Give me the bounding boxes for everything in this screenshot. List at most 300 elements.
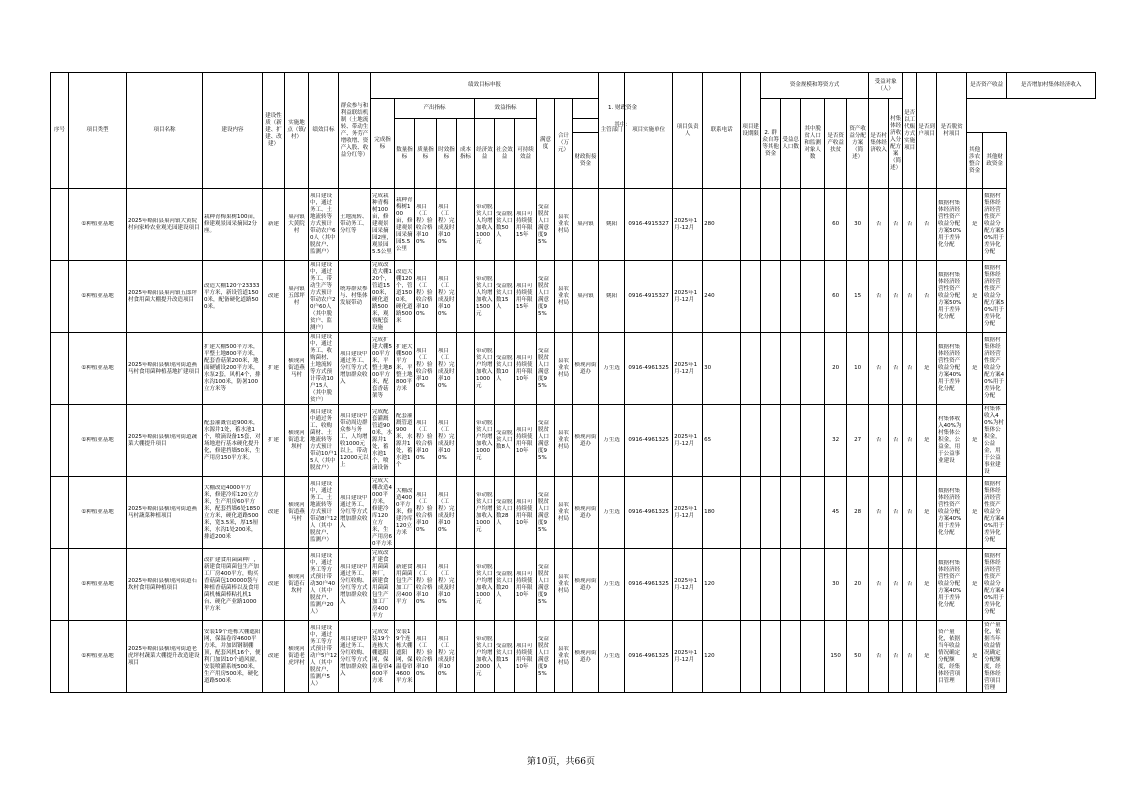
cell-asset-income-text: 是 — [923, 581, 930, 587]
cell-quality-text: 项目（工程）验收合格率100% — [416, 419, 433, 461]
cell-other-fiscal — [781, 549, 801, 621]
cell-beneficiaries-text: 20 — [832, 365, 840, 371]
cell-asset-income-text: 是 — [923, 365, 930, 371]
cell-workfare-text: 否 — [875, 293, 882, 299]
cell-social-text: 受益脱贫人口数10人 — [496, 354, 513, 382]
cell-nature-text: 改建 — [267, 293, 279, 299]
header-location: 实施地点（镇/村） — [285, 73, 309, 189]
cell-social-text: 受益脱贫人口数15人 — [496, 282, 513, 310]
cell-phone — [625, 549, 673, 621]
cell-project-name — [127, 621, 203, 693]
cell-completion — [371, 621, 395, 693]
cell-cost — [457, 549, 475, 621]
cell-mechanism-text: 统筹群众参与、村集体发展带动 — [340, 286, 368, 306]
cell-asset-income — [917, 477, 937, 549]
cell-seq — [51, 189, 69, 261]
table-header — [51, 73, 1096, 189]
cell-econ-text: 带动脱贫人口户均增加收入1000元 — [476, 563, 493, 605]
cell-total — [703, 189, 741, 261]
cell-person-text: 万生选 — [603, 365, 620, 371]
cell-direct — [741, 261, 761, 333]
cell-person-text: 姚阳 — [606, 221, 618, 227]
cell-other-coord — [761, 549, 781, 621]
cell-total — [703, 261, 741, 333]
cell-dept-text: 县农业农村局 — [557, 358, 569, 378]
cell-project-type-text: ①种植业基地 — [81, 365, 114, 371]
cell-social — [495, 621, 515, 693]
cell-social — [495, 549, 515, 621]
header-beneficiary-group: 受益对象（人） — [869, 73, 903, 99]
header-coll-plan: 村集体经济收入分配方案（简述） — [889, 99, 903, 189]
cell-quantity — [395, 621, 415, 693]
cell-phone — [625, 261, 673, 333]
cell-dept — [555, 405, 573, 477]
cell-assets-proj — [889, 261, 903, 333]
cell-project-type-text: ①种植业基地 — [81, 221, 114, 227]
cell-asset-plan — [937, 333, 967, 405]
header-direct: 财政衔接资金 — [573, 133, 599, 189]
cell-village-text: 否 — [906, 365, 913, 371]
cell-person-text: 万生选 — [603, 581, 620, 587]
cell-self-raised — [801, 261, 825, 333]
cell-project-name — [127, 261, 203, 333]
header-funds-group: 资金规模和筹资方式 — [761, 73, 869, 99]
cell-village — [903, 477, 917, 549]
cell-period — [673, 333, 703, 405]
cell-quality-text: 项目（工程）验收合格率100% — [416, 347, 433, 389]
cell-econ — [475, 621, 495, 693]
cell-target — [309, 333, 339, 405]
cell-person — [599, 621, 625, 693]
cell-direct — [741, 189, 761, 261]
table-row — [51, 189, 1096, 261]
cell-econ-text: 带动脱贫人口户均增加收入1000元 — [476, 419, 493, 461]
cell-total — [703, 333, 741, 405]
cell-workfare — [869, 405, 889, 477]
cell-phone-text: 0916-4961325 — [628, 365, 669, 371]
cell-workfare — [869, 621, 889, 693]
cell-period — [673, 189, 703, 261]
header-sustain: 可持续效益 — [515, 119, 537, 189]
header-unit: 项目实施单位 — [625, 73, 673, 189]
cell-target — [309, 189, 339, 261]
cell-asset-income — [917, 261, 937, 333]
cell-assets-proj-text: 否 — [892, 653, 899, 659]
cell-quality — [415, 261, 437, 333]
cell-sustain-text: 项目可持续使用年限10年 — [516, 570, 533, 598]
cell-location-text: 巢河镇五郎坪村 — [288, 286, 305, 306]
header-asset-income: 是否资产收益扶贫 — [825, 99, 847, 189]
cell-village-text: 否 — [906, 581, 913, 587]
header-completion: 完成指标 — [371, 99, 395, 189]
cell-mechanism-text: 项目建设中通过务工、分红等方式增加群众收入 — [340, 351, 368, 385]
cell-target-text: 项目建设中，通过务工等方式预计带动30户40人（其中脱贫户、监测户20人） — [310, 553, 335, 615]
cell-timeliness-text: 项目（工程）完成及时率100% — [438, 347, 455, 389]
cell-person — [599, 549, 625, 621]
cell-mechanism-text: 项目建设中带动周边群众参与务工，人均增收1000元以上，带动12000元以上 — [340, 412, 369, 468]
cell-econ — [475, 261, 495, 333]
cell-satisfaction-text: 受益脱贫人口满意度95% — [538, 491, 550, 533]
cell-other-coord — [761, 261, 781, 333]
cell-content — [203, 261, 263, 333]
cell-timeliness-text: 项目（工程）完成及时率100% — [438, 491, 455, 533]
cell-sustain-text: 项目可持续使用年限10年 — [516, 426, 533, 454]
cell-workfare-text: 否 — [875, 221, 882, 227]
cell-assets-proj — [889, 621, 903, 693]
cell-poor-text: 30 — [854, 221, 862, 227]
project-table-sheet — [50, 72, 1096, 705]
cell-coll-yes-text: 是 — [971, 221, 978, 227]
cell-workfare-text: 否 — [875, 509, 882, 515]
cell-poor-text: 20 — [854, 581, 862, 587]
cell-quantity-text: 安装19个连栋大棚遮阳网，保温卷帘4600平方米 — [396, 628, 413, 684]
header-output-group: 产出指标 — [395, 99, 475, 119]
cell-satisfaction — [537, 261, 555, 333]
cell-coll-plan — [983, 333, 1007, 405]
cell-timeliness — [437, 621, 457, 693]
cell-cost — [457, 621, 475, 693]
cell-project-name-text: 2025年略阳县巢河镇五郎坪村食用菌大棚提升改造项目 — [128, 289, 197, 303]
cell-coll-yes-text: 是 — [971, 437, 978, 443]
header-project-name: 项目名称 — [127, 73, 203, 189]
cell-phone-text: 0916-4961325 — [628, 437, 669, 443]
cell-unit-text: 巢河镇 — [577, 293, 594, 299]
cell-asset-plan-text: 资产量化，依据当年收益情况确定分配额度，经集体经营项目管理 — [938, 628, 961, 684]
cell-unit — [573, 261, 599, 333]
cell-unit — [573, 333, 599, 405]
cell-asset-plan — [937, 405, 967, 477]
cell-asset-plan-text: 数据村集体经济经营性资产收益分配方案40%用于差异化分配 — [938, 560, 962, 608]
cell-phone-text: 0916-4961325 — [628, 509, 669, 515]
cell-village-text: 否 — [906, 509, 913, 515]
cell-period-text: 2025年1月-12月 — [674, 649, 698, 663]
cell-dept-text: 县农业农村局 — [557, 574, 569, 594]
cell-satisfaction — [537, 549, 555, 621]
cell-poor — [847, 261, 869, 333]
cell-completion — [371, 405, 395, 477]
cell-person — [599, 333, 625, 405]
cell-other-coord — [761, 477, 781, 549]
cell-nature — [263, 261, 285, 333]
cell-unit-text: 横现河街道办 — [574, 361, 597, 375]
cell-quality — [415, 189, 437, 261]
cell-nature-text: 改建 — [267, 581, 279, 587]
table-row — [51, 261, 1096, 333]
cell-asset-income — [917, 333, 937, 405]
cell-phone-text: 0916-4915327 — [628, 221, 669, 227]
cell-sustain-text: 项目可持续使用年限15年 — [516, 282, 533, 310]
cell-village — [903, 621, 917, 693]
cell-social-text: 受益脱贫人口数50人 — [496, 210, 513, 238]
cell-mechanism — [339, 405, 371, 477]
cell-project-type — [69, 261, 127, 333]
cell-econ-text: 带动脱贫人口人均增加收入1000元 — [476, 203, 493, 245]
cell-period — [673, 621, 703, 693]
cell-location — [285, 405, 309, 477]
cell-assets-proj-text: 否 — [892, 509, 899, 515]
cell-asset-plan — [937, 477, 967, 549]
cell-cost — [457, 189, 475, 261]
cell-assets-proj-text: 否 — [892, 293, 899, 299]
cell-completion-text: 完成改造大棚120个，管道1500米，硬化道路500米，观察配套设施 — [372, 261, 392, 331]
cell-period-text: 2025年1月-12月 — [674, 577, 698, 591]
cell-asset-income — [917, 405, 937, 477]
cell-completion-text: 完成改扩建食用菌菌种厂，新建食用菌菌包生产加工厂房400平方 — [372, 549, 389, 619]
cell-cost — [457, 477, 475, 549]
cell-asset-plan-text: 数据村集体经济经营性资产收益分配方案40%用于差异化分配 — [938, 488, 962, 536]
cell-content-text: 配套灌溉管道900米，水源井1处，蓄水池1个，喷滴设备15套，对场地进行基本硬化提升化，修建挡墙50米，生产用房150平方米。 — [204, 419, 261, 461]
cell-workfare — [869, 189, 889, 261]
cell-timeliness — [437, 333, 457, 405]
cell-sustain — [515, 621, 537, 693]
cell-assets-proj-text: 否 — [892, 581, 899, 587]
cell-workfare — [869, 333, 889, 405]
cell-satisfaction — [537, 405, 555, 477]
cell-target — [309, 477, 339, 549]
cell-workfare-text: 否 — [875, 437, 882, 443]
cell-person — [599, 405, 625, 477]
cell-econ-text: 带动脱贫人口人均增加收入1500元 — [476, 275, 493, 317]
cell-sustain-text: 项目可持续使用年限10年 — [516, 354, 533, 382]
cell-other-fiscal — [781, 405, 801, 477]
cell-period — [673, 405, 703, 477]
cell-dept-text: 县农业农村局 — [557, 214, 569, 234]
cell-project-name-text: 2025年略阳县巢河镇大黄院村向家岭农业观光园建设项目 — [128, 217, 200, 231]
cell-quantity — [395, 333, 415, 405]
cell-completion-text: 完成栽种青梅树100亩，修建观景园采摘园2座，观景园5.5公里 — [372, 193, 392, 255]
cell-seq — [51, 549, 69, 621]
cell-quality — [415, 621, 437, 693]
header-nature: 建设性质（新建、扩建、改建） — [263, 73, 285, 189]
cell-sustain-text: 项目可持续使用年限15年 — [516, 210, 533, 238]
cell-cost — [457, 261, 475, 333]
cell-social — [495, 189, 515, 261]
cell-sustain — [515, 261, 537, 333]
cell-workfare — [869, 549, 889, 621]
cell-dept — [555, 333, 573, 405]
cell-satisfaction — [537, 621, 555, 693]
cell-target-text: 项目建设中，通过务工等方式预计带动户5户12人（其中脱贫户、监测户5人） — [310, 625, 337, 687]
cell-mechanism-text: 土地流转、带动务工、分红等 — [340, 214, 368, 234]
cell-phone — [625, 333, 673, 405]
cell-project-type — [69, 333, 127, 405]
table-row — [51, 333, 1096, 405]
cell-assets-proj — [889, 477, 903, 549]
cell-coll-plan — [983, 621, 1007, 693]
cell-workfare-text: 否 — [875, 653, 882, 659]
cell-nature-text: 扩建 — [267, 437, 279, 443]
cell-poor — [847, 333, 869, 405]
cell-period-text: 2025年1月-12月 — [674, 217, 698, 231]
cell-completion-text: 完成大棚改造4000平方米，修建冷库120立方米，生产用房60平方米 — [372, 477, 392, 547]
cell-period-text: 2025年1月-12月 — [674, 505, 698, 519]
cell-phone — [625, 405, 673, 477]
cell-beneficiaries — [825, 621, 847, 693]
page-footer: 第10页，共66页 — [527, 757, 595, 767]
cell-satisfaction — [537, 333, 555, 405]
cell-econ-text: 带动脱贫人口户均增加收入1000元 — [476, 347, 493, 389]
cell-quality-text: 项目（工程）验收合格率100% — [416, 635, 433, 677]
cell-content — [203, 477, 263, 549]
cell-poor-text: 28 — [854, 509, 862, 515]
cell-coll-plan-text: 数据村集体经济经营性资产收益分配方案40%用于差异化分配 — [984, 553, 1005, 615]
table-row — [51, 549, 1096, 621]
cell-quality — [415, 405, 437, 477]
header-asset-plan: 资产收益分配方案（简述） — [847, 99, 869, 189]
table-row — [51, 477, 1096, 549]
cell-location — [285, 189, 309, 261]
header-satisfaction: 满意度 — [537, 99, 555, 189]
cell-coll-plan-text: 数据村集体经济经营性资产收益分配方案50%用于差异化分配 — [984, 193, 1005, 255]
cell-unit — [573, 621, 599, 693]
cell-beneficiaries — [825, 333, 847, 405]
cell-person — [599, 189, 625, 261]
cell-beneficiaries — [825, 261, 847, 333]
cell-mechanism — [339, 621, 371, 693]
cell-completion-text: 完成安装19个连栋大棚遮阳网，保温卷帘4600平方米 — [372, 628, 392, 684]
cell-social-text: 受益脱贫人口数20人 — [496, 570, 513, 598]
cell-person-text: 万生选 — [603, 509, 620, 515]
cell-village — [903, 189, 917, 261]
cell-sustain-text: 项目可持续使用年限10年 — [516, 498, 533, 526]
cell-poor — [847, 189, 869, 261]
cell-timeliness — [437, 261, 457, 333]
cell-project-type — [69, 477, 127, 549]
cell-location — [285, 261, 309, 333]
cell-other-coord — [761, 405, 781, 477]
cell-assets-proj — [889, 549, 903, 621]
cell-beneficiaries — [825, 549, 847, 621]
cell-nature — [263, 621, 285, 693]
cell-target-text: 项目建设中通过务工、收购菌材、土地流转等方式预计带动10户15人（其中脱贫户） — [310, 409, 337, 471]
cell-target-text: 项目建设中，通过务工、带动生产等方式预计带动农户20户60人（其中脱贫户、监测户） — [310, 261, 336, 331]
cell-satisfaction-text: 受益脱贫人口满意度95% — [538, 275, 550, 317]
cell-project-name-text: 2025年略阳县横现河街道老虎坪村蔬菜大棚提升改造建设项目 — [128, 646, 200, 666]
cell-econ-text: 带动脱贫人口户均增加收入1000元 — [476, 491, 493, 533]
header-period: 项目建设期限 — [741, 73, 761, 189]
cell-direct — [741, 405, 761, 477]
header-fiscal-group: 1. 财政资金 — [573, 99, 673, 119]
cell-project-name — [127, 333, 203, 405]
header-timeliness: 时效指标 — [437, 119, 457, 189]
cell-period-text: 2025年1月-12月 — [674, 289, 698, 303]
cell-asset-plan-text: 数据村集体经济经营性资产收益分配方案50%用于差异化分配 — [938, 200, 962, 248]
cell-project-name-text: 2025年略阳县横现河街道蔬菜大棚提升项目 — [128, 433, 197, 447]
cell-timeliness — [437, 405, 457, 477]
header-social: 社会效益 — [495, 119, 515, 189]
cell-seq — [51, 621, 69, 693]
cell-beneficiaries — [825, 189, 847, 261]
cell-coll-yes — [967, 549, 983, 621]
cell-other-fiscal — [781, 189, 801, 261]
cell-project-type — [69, 549, 127, 621]
header-mechanism: 群众参与和利益联结机制（土地流转、带动生产、务劳产增收增、资产入股、收益分红等） — [339, 73, 371, 189]
cell-coll-yes-text: 是 — [971, 653, 978, 659]
cell-period-text: 2025年1月-12月 — [674, 361, 698, 375]
header-other-fiscal: 其他财政资金 — [983, 133, 1007, 189]
cell-self-raised — [801, 189, 825, 261]
cell-timeliness-text: 项目（工程）完成及时率100% — [438, 419, 455, 461]
cell-nature — [263, 549, 285, 621]
cell-self-raised — [801, 333, 825, 405]
cell-assets-proj — [889, 189, 903, 261]
cell-quality-text: 项目（工程）验收合格率100% — [416, 203, 433, 245]
cell-dept — [555, 549, 573, 621]
cell-nature-text: 新建 — [267, 221, 279, 227]
cell-coll-yes — [967, 621, 983, 693]
cell-sustain — [515, 405, 537, 477]
cell-nature — [263, 333, 285, 405]
cell-location-text: 横现河街道北坝村 — [288, 430, 305, 450]
cell-completion-text: 完成扩建大棚500平方米，平整土地800平方米，配套香菇架等 — [372, 337, 392, 399]
cell-poor — [847, 405, 869, 477]
header-beneficiaries: 受益总人口数 — [781, 99, 801, 189]
cell-direct — [741, 621, 761, 693]
cell-nature-text: 改建 — [267, 653, 279, 659]
cell-location-text: 横现河街道燕马村 — [288, 358, 305, 378]
cell-dept — [555, 261, 573, 333]
cell-nature — [263, 477, 285, 549]
cell-satisfaction — [537, 189, 555, 261]
cell-total-text: 120 — [704, 581, 715, 587]
header-econ: 经济效益 — [475, 119, 495, 189]
cell-phone-text: 0916-4961325 — [628, 581, 669, 587]
cell-project-type-text: ①种植业基地 — [81, 581, 114, 587]
cell-quantity — [395, 477, 415, 549]
cell-dept-text: 县农业农村局 — [557, 646, 569, 666]
cell-asset-income-text: 是 — [923, 653, 930, 659]
cell-content-text: 改造大棚120个23333平方米，新设管道1500米，配备硬化道路500米。 — [204, 282, 260, 310]
cell-completion — [371, 477, 395, 549]
cell-village-text: 否 — [906, 437, 913, 443]
cell-project-type-text: ①种植业基地 — [81, 509, 114, 515]
cell-beneficiaries — [825, 477, 847, 549]
cell-asset-income-text: 否 — [923, 293, 930, 299]
cell-social — [495, 477, 515, 549]
cell-location-text: 横现河街道燕马村 — [288, 502, 305, 522]
cell-content-text: 大棚改造4000平方米，修建冷库120立方米，生产用房60平方米，配套挡墙6处1850立方米，硬化道路500米，宽3.5米，厚15厘米，水沟1处200米，排道200米 — [204, 484, 260, 540]
cell-cost — [457, 405, 475, 477]
cell-village-text: 否 — [906, 293, 913, 299]
cell-satisfaction-text: 受益脱贫人口满意度95% — [538, 347, 550, 389]
cell-satisfaction — [537, 477, 555, 549]
cell-period — [673, 477, 703, 549]
cell-asset-income-text: 是 — [923, 437, 930, 443]
cell-assets-proj-text: 否 — [892, 221, 899, 227]
cell-village — [903, 549, 917, 621]
cell-coll-plan — [983, 477, 1007, 549]
header-benefit-group: 效益指标 — [475, 99, 537, 119]
header-among: 其中： — [573, 119, 673, 133]
cell-unit-text: 横现河街道办 — [574, 577, 597, 591]
header-project-type: 项目类型 — [69, 73, 127, 189]
cell-assets-proj — [889, 333, 903, 405]
cell-nature-text: 改建 — [267, 509, 279, 515]
cell-quantity-text: 改造大棚120个，管道1500米，硬化道路500米 — [396, 268, 413, 324]
cell-project-type — [69, 405, 127, 477]
cell-content-text: 栽种青梅果树100亩，修建观景园采摘园2分座。 — [204, 214, 259, 234]
cell-satisfaction-text: 受益脱贫人口满意度95% — [538, 563, 550, 605]
cell-total — [703, 621, 741, 693]
header-workfare: 是否以工代赈方式实施项目 — [903, 73, 917, 189]
header-quantity: 数量指标 — [395, 119, 415, 189]
cell-coll-plan — [983, 261, 1007, 333]
cell-cost — [457, 333, 475, 405]
cell-total-text: 65 — [704, 437, 712, 443]
header-seq: 序号 — [51, 73, 69, 189]
cell-quality-text: 项目（工程）验收合格率100% — [416, 275, 433, 317]
cell-unit-text: 巢河镇 — [577, 221, 594, 227]
